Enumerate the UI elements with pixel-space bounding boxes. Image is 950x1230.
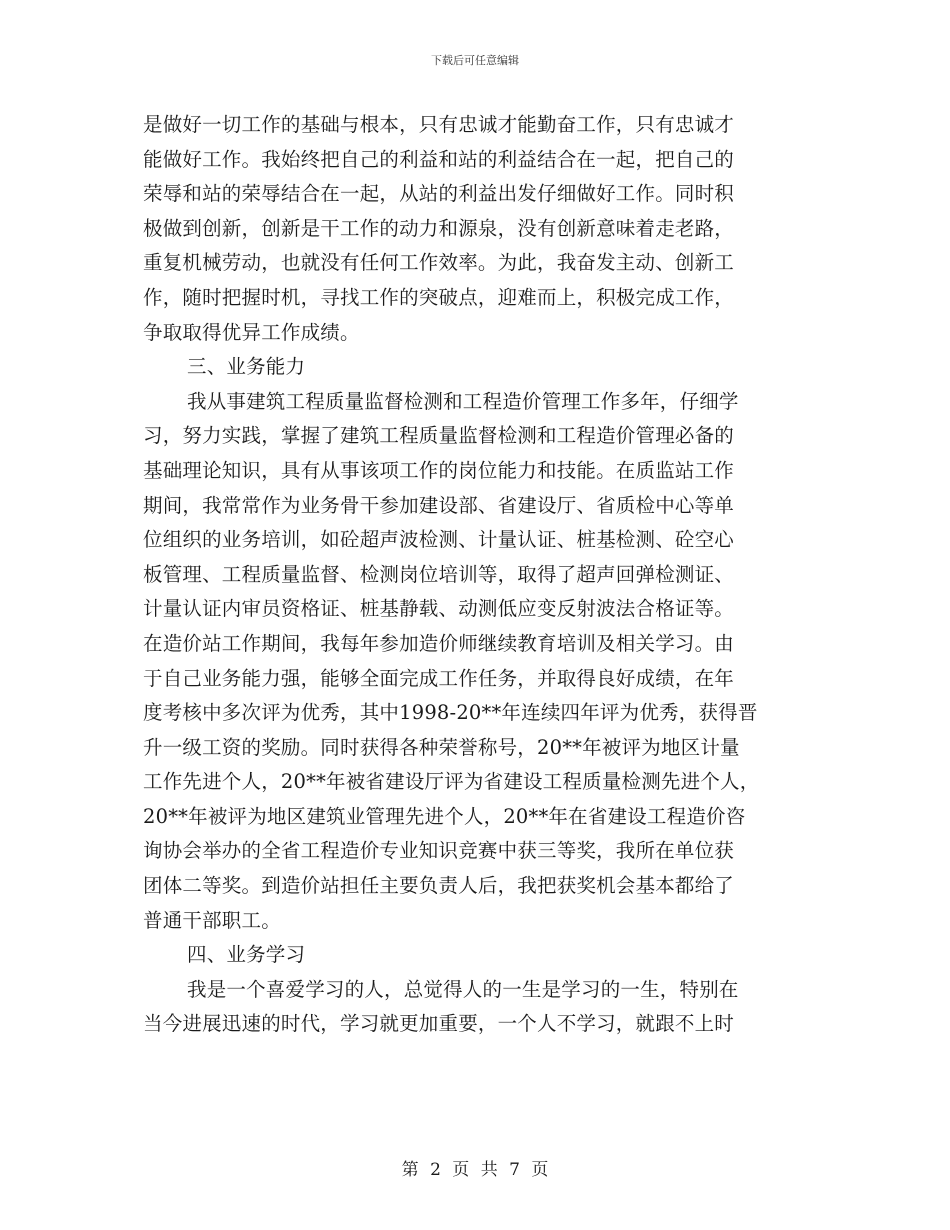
text-line: 三、业务能力 bbox=[187, 355, 306, 379]
text-line: 作，随时把握时机，寻找工作的突破点，迎难而上，积极完成工作， bbox=[143, 285, 735, 309]
text-line: 普通干部职工。 bbox=[143, 908, 281, 932]
text-line: 计量认证内审员资格证、桩基静载、动测低应变反射波法合格证等。 bbox=[143, 597, 735, 621]
text-line: 四、业务学习 bbox=[187, 943, 306, 967]
text-line: 能做好工作。我始终把自己的利益和站的利益结合在一起，把自己的 bbox=[143, 147, 735, 171]
text-line: 荣辱和站的荣辱结合在一起，从站的利益出发仔细做好工作。同时积 bbox=[143, 182, 735, 206]
text-line: 度考核中多次评为优秀，其中1998-20**年连续四年评为优秀，获得晋 bbox=[143, 701, 758, 725]
text-line: 是做好一切工作的基础与根本，只有忠诚才能勤奋工作，只有忠诚才 bbox=[143, 113, 735, 136]
text-line: 20**年被评为地区建筑业管理先进个人，20**年在省建设工程造价咨 bbox=[143, 804, 746, 828]
document-body bbox=[143, 108, 807, 1042]
text-line: 重复机械劳动，也就没有任何工作效率。为此，我奋发主动、创新工 bbox=[143, 251, 735, 275]
text-line: 在造价站工作期间，我每年参加造价师继续教育培训及相关学习。由 bbox=[143, 631, 735, 655]
text-line: 工作先进个人，20**年被省建设厅评为省建设工程质量检测先进个人， bbox=[143, 770, 760, 794]
text-line: 基础理论知识，具有从事该项工作的岗位能力和技能。在质监站工作 bbox=[143, 458, 735, 482]
text-line: 我是一个喜爱学习的人，总觉得人的一生是学习的一生，特别在 bbox=[187, 977, 739, 1001]
text-line: 期间，我常常作为业务骨干参加建设部、省建设厅、省质检中心等单 bbox=[143, 493, 735, 517]
text-line: 极做到创新，创新是干工作的动力和源泉，没有创新意味着走老路， bbox=[143, 216, 735, 240]
text-line: 团体二等奖。到造价站担任主要负责人后，我把获奖机会基本都给了 bbox=[143, 874, 735, 898]
page-header: 下载后可任意编辑 bbox=[431, 54, 519, 67]
text-line: 板管理、工程质量监督、检测岗位培训等，取得了超声回弹检测证、 bbox=[143, 562, 735, 586]
text-line: 升一级工资的奖励。同时获得各种荣誉称号，20**年被评为地区计量 bbox=[143, 735, 740, 759]
text-line: 当今进展迅速的时代，学习就更加重要，一个人不学习，就跟不上时 bbox=[143, 1012, 735, 1036]
text-line: 争取取得优异工作成绩。 bbox=[143, 320, 360, 344]
text-line: 我从事建筑工程质量监督检测和工程造价管理工作多年，仔细学 bbox=[187, 389, 739, 413]
text-line: 询协会举办的全省工程造价专业知识竞赛中获三等奖，我所在单位获 bbox=[143, 839, 735, 863]
text-line: 位组织的业务培训，如砼超声波检测、计量认证、桩基检测、砼空心 bbox=[143, 528, 735, 552]
page-footer: 第 2 页 共 7 页 bbox=[401, 1160, 549, 1180]
text-line: 于自己业务能力强，能够全面完成工作任务，并取得良好成绩，在年 bbox=[143, 666, 735, 690]
text-line: 习，努力实践，掌握了建筑工程质量监督检测和工程造价管理必备的 bbox=[143, 424, 735, 448]
